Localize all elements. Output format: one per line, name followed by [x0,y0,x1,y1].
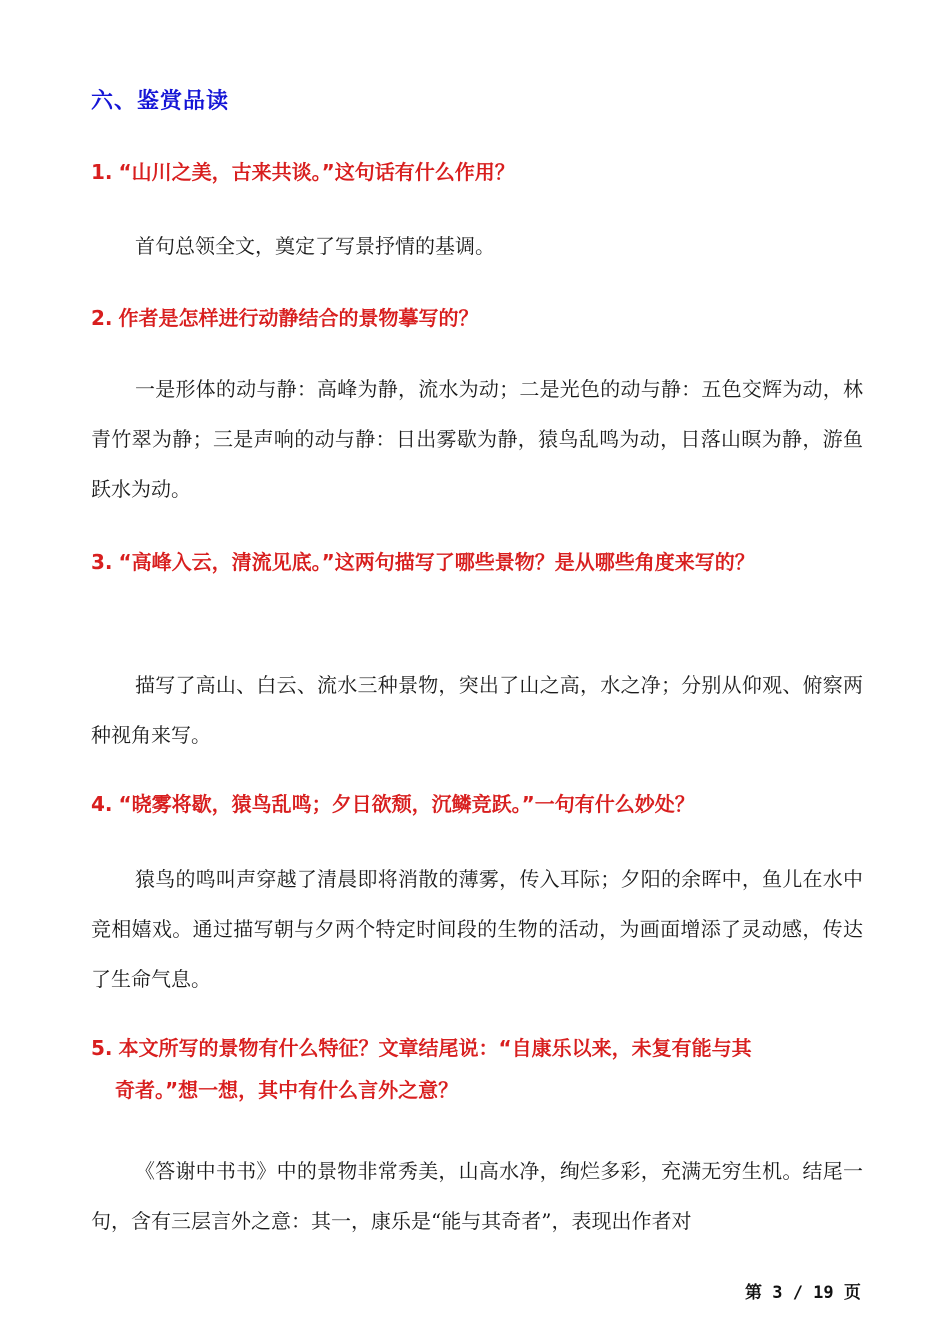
question-text-line2: 奇者。”想一想，其中有什么言外之意？ [115,1078,459,1102]
question-text: “高峰入云，清流见底。”这两句描写了哪些景物？是从哪些角度来写的？ [118,550,755,574]
answer-2: 一是形体的动与静：高峰为静，流水为动；二是光色的动与静：五色交辉为动，林青竹翠为静；三是声响的动与静：日出雾歇为静，猿鸟乱鸣为动，日落山暝为静，游鱼跃水为动。 [91,377,863,501]
page-number: 第 3 / 19 页 [745,1283,861,1303]
question-text: “山川之美，古来共谈。”这句话有什么作用？ [118,160,515,184]
question-number: 5. [91,1036,113,1060]
answer-3: 描写了高山、白云、流水三种景物，突出了山之高，水之净；分别从仰观、俯察两种视角来写。 [91,673,863,747]
question-5 [91,1027,881,1111]
question-number: 2. [91,306,113,330]
question-2 [91,297,881,339]
question-3 [91,541,891,583]
question-4 [91,783,881,825]
answer-4: 猿鸟的鸣叫声穿越了清晨即将消散的薄雾，传入耳际；夕阳的余晖中，鱼儿在水中竞相嬉戏。通过描写朝与夕两个特定时间段的生物的活动，为画面增添了灵动感，传达了生命气息。 [91,867,863,991]
section-title: 六、鉴赏品读 [91,89,230,114]
answer-1: 首句总领全文，奠定了写景抒情的基调。 [135,234,495,258]
question-number: 3. [91,550,113,574]
question-text: 作者是怎样进行动静结合的景物摹写的？ [118,306,479,330]
answer-5: 《答谢中书书》中的景物非常秀美，山高水净，绚烂多彩，充满无穷生机。结尾一句，含有三层言外之意：其一，康乐是“能与其奇者”，表现出作者对 [91,1159,863,1233]
question-text-line1: 本文所写的景物有什么特征？文章结尾说：“自康乐以来，未复有能与其 [118,1036,752,1060]
question-number: 4. [91,792,113,816]
question-number: 1. [91,160,113,184]
question-text: “晓雾将歇，猿鸟乱鸣；夕日欲颓，沉鳞竞跃。”一句有什么妙处？ [118,792,695,816]
question-1 [91,151,881,193]
